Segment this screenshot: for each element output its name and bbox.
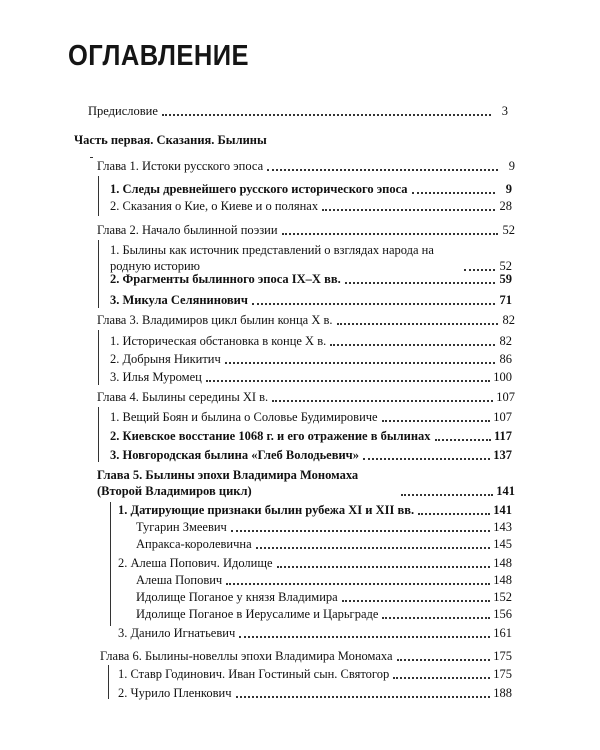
entry-page: 28: [499, 199, 512, 213]
toc-section[interactable]: [110, 429, 512, 444]
page-title: ОГЛАВЛЕНИЕ: [68, 40, 249, 72]
entry-page: 100: [493, 370, 512, 384]
entry-label: 2. Киевское восстание 1068 г. и его отражение в былинах: [110, 429, 431, 443]
entry-label: 1. Ставр Годинович. Иван Гостиный сын. Святогор: [118, 667, 390, 681]
entry-page: 188: [493, 686, 512, 700]
entry-page: 52: [499, 259, 512, 273]
leader-dots: [393, 677, 490, 679]
leader-dots: [382, 420, 491, 422]
leader-dots: [363, 458, 490, 460]
entry-label: Глава 4. Былины середины XI в.: [97, 390, 269, 404]
toc-chapter[interactable]: [97, 223, 515, 238]
leader-dots: [412, 192, 495, 194]
toc-section[interactable]: [118, 556, 512, 571]
entry-label: Глава 2. Начало былинной поэзии: [97, 223, 278, 237]
divider: [90, 157, 93, 158]
entry-label: 3. Илья Муромец: [110, 370, 202, 384]
toc-section[interactable]: [110, 293, 512, 308]
leader-dots: [236, 696, 491, 698]
toc-section[interactable]: [110, 370, 512, 385]
toc-section[interactable]: [110, 242, 512, 274]
entry-page: 71: [499, 293, 512, 307]
leader-dots: [382, 617, 490, 619]
entry-page: 117: [493, 429, 512, 443]
bracket-line: [110, 502, 111, 626]
leader-dots: [401, 494, 493, 496]
entry-label: Глава 3. Владимиров цикл былин конца X в.: [97, 313, 333, 327]
entry-page: 148: [493, 573, 512, 587]
toc-section[interactable]: [110, 272, 512, 287]
entry-page: 9: [508, 159, 515, 173]
entry-page: 107: [493, 410, 512, 424]
entry-page: 59: [499, 272, 512, 286]
entry-page: 86: [499, 352, 512, 366]
leader-dots: [272, 400, 493, 402]
toc-section[interactable]: [118, 626, 512, 641]
toc-chapter[interactable]: [97, 467, 515, 499]
entry-label: Идолище Поганое у князя Владимира: [136, 590, 338, 604]
leader-dots: [252, 303, 495, 305]
entry-label: Глава 6. Былины-новеллы эпохи Владимира Мономаха: [100, 649, 393, 663]
entry-page: 141: [496, 484, 515, 498]
entry-page: 175: [493, 667, 512, 681]
leader-dots: [206, 380, 490, 382]
entry-page: 161: [493, 626, 512, 640]
toc-section[interactable]: [118, 503, 512, 518]
toc-section[interactable]: [110, 352, 512, 367]
toc-chapter[interactable]: [97, 390, 515, 405]
entry-label: 1. Былины как источник представлений о взглядах народа на родную историю: [110, 243, 434, 273]
entry-label: Тугарин Змеевич: [136, 520, 227, 534]
leader-dots: [330, 344, 495, 346]
leader-dots: [282, 233, 498, 235]
leader-dots: [231, 530, 490, 532]
bracket-line: [98, 240, 99, 308]
leader-dots: [225, 362, 495, 364]
bracket-line: [98, 407, 99, 462]
toc-section[interactable]: [110, 199, 512, 214]
leader-dots: [342, 600, 491, 602]
leader-dots: [435, 439, 491, 441]
entry-label: Апракса-королевична: [136, 537, 252, 551]
entry-page: 137: [493, 448, 512, 462]
leader-dots: [256, 547, 491, 549]
entry-page: 3: [501, 104, 508, 118]
toc-subsection[interactable]: [136, 537, 512, 552]
entry-label: Алеша Попович: [136, 573, 223, 587]
leader-dots: [162, 114, 491, 116]
entry-page: 143: [493, 520, 512, 534]
toc-chapter[interactable]: [97, 313, 515, 328]
entry-label: Идолище Поганое в Иерусалиме и Царьграде: [136, 607, 379, 621]
bracket-line: [108, 665, 109, 699]
entry-page: 152: [493, 590, 512, 604]
bracket-line: [98, 330, 99, 385]
leader-dots: [418, 513, 490, 515]
leader-dots: [337, 323, 498, 325]
toc-entry-preface[interactable]: [88, 104, 508, 119]
entry-page: 141: [493, 503, 512, 517]
entry-page: 148: [493, 556, 512, 570]
entry-label: 2. Алеша Попович. Идолище: [118, 556, 273, 570]
entry-label: 3. Новгородская былина «Глеб Володьевич»: [110, 448, 359, 462]
entry-label: 1. Историческая обстановка в конце X в.: [110, 334, 327, 348]
entry-label: 1. Вещий Боян и былина о Соловье Будимировиче: [110, 410, 378, 424]
entry-label: Глава 5. Былины эпохи Владимира Мономаха (Второй Владимиров цикл): [97, 468, 359, 498]
toc-subsection[interactable]: [136, 590, 512, 605]
leader-dots: [322, 209, 495, 211]
toc-chapter[interactable]: [97, 159, 515, 174]
toc-section[interactable]: [110, 448, 512, 463]
entry-label: Предисловие: [88, 104, 158, 118]
toc-section[interactable]: [118, 667, 512, 682]
entry-page: 156: [493, 607, 512, 621]
toc-chapter[interactable]: [100, 649, 512, 664]
toc-section[interactable]: [110, 410, 512, 425]
entry-label: 2. Фрагменты былинного эпоса IX–X вв.: [110, 272, 341, 286]
leader-dots: [397, 659, 491, 661]
entry-page: 82: [502, 313, 515, 327]
entry-page: 9: [505, 182, 512, 196]
entry-page: 175: [493, 649, 512, 663]
toc-section[interactable]: [118, 686, 512, 701]
entry-label: 2. Сказания о Кие, о Киеве и о полянах: [110, 199, 319, 213]
entry-page: 82: [499, 334, 512, 348]
bracket-line: [98, 176, 99, 216]
entry-label: 1. Следы древнейшего русского исторического эпоса: [110, 182, 408, 196]
entry-label: 3. Данило Игнатьевич: [118, 626, 236, 640]
part-heading: Часть первая. Сказания. Былины: [74, 133, 267, 147]
entry-label: 3. Микула Селянинович: [110, 293, 248, 307]
leader-dots: [345, 282, 495, 284]
leader-dots: [464, 269, 495, 271]
toc-section[interactable]: [110, 334, 512, 349]
leader-dots: [267, 169, 498, 171]
entry-label: 2. Чурило Пленкович: [118, 686, 232, 700]
entry-label: 1. Датирующие признаки былин рубежа XI и XII вв.: [118, 503, 415, 517]
toc-subsection[interactable]: [136, 573, 512, 588]
leader-dots: [277, 566, 491, 568]
toc-subsection[interactable]: [136, 607, 512, 622]
entry-label: Глава 1. Истоки русского эпоса: [97, 159, 264, 173]
leader-dots: [226, 583, 490, 585]
toc-subsection[interactable]: [136, 520, 512, 535]
entry-label: 2. Добрыня Никитич: [110, 352, 221, 366]
entry-page: 145: [493, 537, 512, 551]
entry-page: 52: [502, 223, 515, 237]
toc-section[interactable]: [110, 182, 512, 197]
entry-page: 107: [496, 390, 515, 404]
leader-dots: [239, 636, 490, 638]
